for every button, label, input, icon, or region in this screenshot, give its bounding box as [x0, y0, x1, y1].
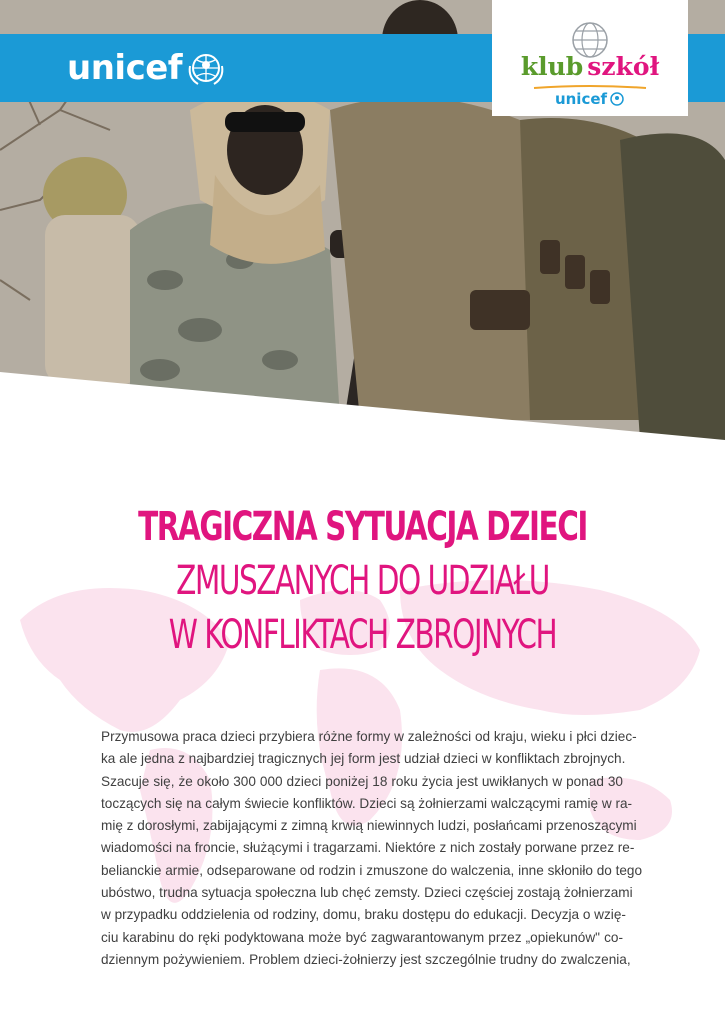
- unicef-logo[interactable]: [67, 46, 226, 90]
- body-line: w przypadku oddzielenia od rodziny, domu, braku dostępu do edukacji. Decyzja o wzię-: [101, 907, 626, 923]
- body-line: Szacuje się, że około 300 000 dzieci poniżej 18 roku życia jest uwikłanych w ponad 30: [101, 773, 623, 789]
- klub-unicef-sub: [492, 90, 688, 108]
- headline-line-3: W KONFLIKTACH ZBROJNYCH: [168, 612, 557, 658]
- klub-szkol-logo[interactable]: [492, 0, 688, 116]
- body-line: belianckie armie, odseparowane od rodzin i zmuszone do walczenia, inne skłoniło do tego: [101, 862, 643, 878]
- unicef-mini-emblem-icon: [609, 91, 625, 107]
- body-line: mię z dorosłymi, zabijającymi z zimną krwią niewinnych ludzi, posłańcami przenoszącymi: [101, 818, 637, 834]
- headline-line-2: ZMUSZANYCH DO UDZIAŁU: [176, 558, 549, 604]
- headline: [0, 500, 725, 662]
- body-line: Przymusowa praca dzieci przybiera różne formy w zależności od kraju, wieku i płci dziec-: [101, 729, 637, 744]
- unicef-emblem-icon: [186, 48, 226, 88]
- brand-wordmark: unicef: [67, 48, 183, 88]
- body-line: ka ale jedna z najbardziej tragicznych jej form jest udział dzieci w konfliktach zbrojnych.: [101, 751, 626, 767]
- body-line: ubóstwo, trudna sytuacja społeczna lub chęć zemsty. Dzieci częściej zostają żołnierzami: [101, 885, 633, 901]
- body-line: dziennym pożywieniem. Problem dzieci-żołnierzy jest szczególnie trudny do zwalczenia,: [101, 951, 631, 967]
- headline-line-1: TRAGICZNA SYTUACJA DZIECI: [138, 504, 587, 550]
- szkol-word: szkół: [587, 52, 660, 81]
- klub-word: klub: [520, 52, 584, 81]
- sub-brand-wordmark: unicef: [554, 90, 608, 108]
- body-line: wiadomości na froncie, służącymi i tragarzami. Niektóre z nich zostały porwane przez re-: [101, 840, 635, 856]
- body-line: ciu karabinu do ręki podyktowana może być zagwarantowanym przez „opiekunów" co-: [101, 929, 623, 945]
- body-paragraph: [101, 726, 643, 971]
- body-line: toczących się na całym świecie konfliktów. Dzieci są żołnierzami walczącymi ramię w ra-: [101, 795, 633, 811]
- klub-szkol-wordmark: [492, 52, 688, 82]
